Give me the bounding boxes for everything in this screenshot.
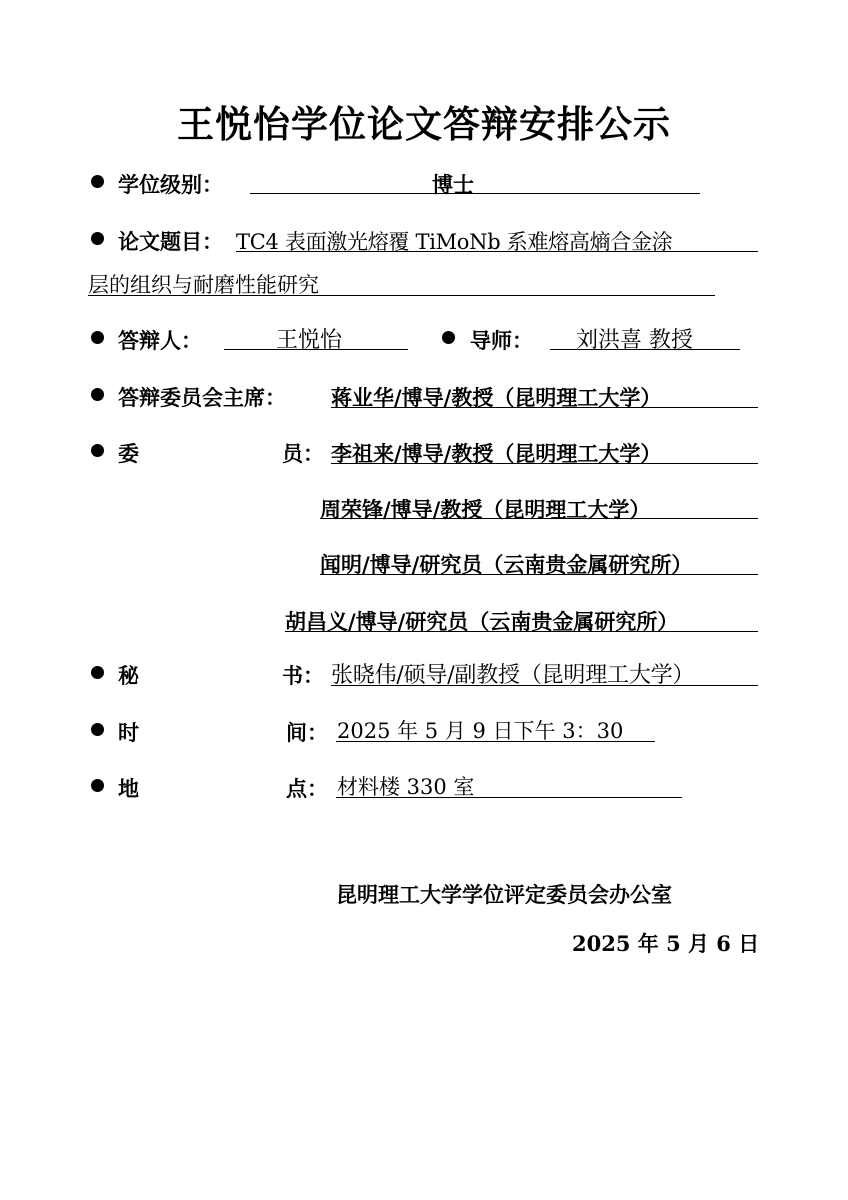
member-underline — [320, 574, 758, 575]
chair-label: 答辩委员会主席： — [118, 385, 286, 410]
issue-date: 2025 年 5 月 6 日 — [572, 931, 760, 956]
members-label-right: 员： — [282, 441, 324, 466]
place-underline — [336, 797, 682, 798]
member-item: 李祖来/博导/教授（昆明理工大学） — [331, 441, 662, 466]
time-underline — [336, 741, 655, 742]
time-label-right: 间： — [286, 720, 328, 745]
thesis-title-line1: TC4 表面激光熔覆 TiMoNb 系难熔高熵合金涂 — [236, 230, 673, 254]
members-label-left: 委 — [118, 441, 139, 466]
thesis-label: 论文题目： — [118, 229, 223, 254]
time-label-left: 时 — [118, 720, 139, 745]
degree-value: 博士 — [432, 172, 474, 197]
defender-value: 王悦怡 — [276, 328, 343, 353]
secretary-label-left: 秘 — [118, 663, 139, 688]
defender-label: 答辩人： — [118, 328, 202, 353]
member-underline — [320, 518, 758, 519]
chair-underline — [331, 407, 758, 408]
issuer: 昆明理工大学学位评定委员会办公室 — [336, 882, 672, 907]
time-value: 2025 年 5 月 9 日下午 3：30 — [337, 719, 624, 743]
bullet-icon — [91, 444, 104, 457]
page-title: 王悦怡学位论文答辩安排公示 — [177, 103, 671, 146]
member-underline — [285, 631, 758, 632]
degree-underline — [250, 193, 700, 194]
member-item: 周荣锋/博导/教授（昆明理工大学） — [320, 497, 651, 522]
advisor-underline — [550, 349, 740, 350]
secretary-label-right: 书： — [282, 663, 324, 688]
bullet-icon — [91, 723, 104, 736]
thesis-title-line2: 层的组织与耐磨性能研究 — [88, 273, 319, 297]
place-label-right: 点： — [286, 776, 328, 801]
secretary-value: 张晓伟/硕导/副教授（昆明理工大学） — [331, 663, 695, 688]
place-label-left: 地 — [118, 776, 139, 801]
member-underline — [331, 463, 758, 464]
thesis-underline-2 — [88, 295, 715, 296]
bullet-icon — [442, 331, 455, 344]
advisor-label: 导师： — [470, 328, 533, 353]
bullet-icon — [91, 388, 104, 401]
defender-underline — [224, 349, 408, 350]
bullet-icon — [91, 232, 104, 245]
bullet-icon — [91, 175, 104, 188]
bullet-icon — [91, 331, 104, 344]
member-item: 闻明/博导/研究员（云南贵金属研究所） — [320, 552, 693, 577]
degree-label: 学位级别： — [118, 172, 223, 197]
member-item: 胡昌义/博导/研究员（云南贵金属研究所） — [285, 609, 679, 634]
chair-value: 蒋业华/博导/教授（昆明理工大学） — [331, 385, 662, 410]
secretary-underline — [331, 685, 758, 686]
place-value: 材料楼 330 室 — [337, 775, 475, 799]
bullet-icon — [91, 666, 104, 679]
advisor-value: 刘洪喜 教授 — [576, 328, 693, 353]
bullet-icon — [91, 779, 104, 792]
thesis-underline-1 — [236, 251, 758, 252]
